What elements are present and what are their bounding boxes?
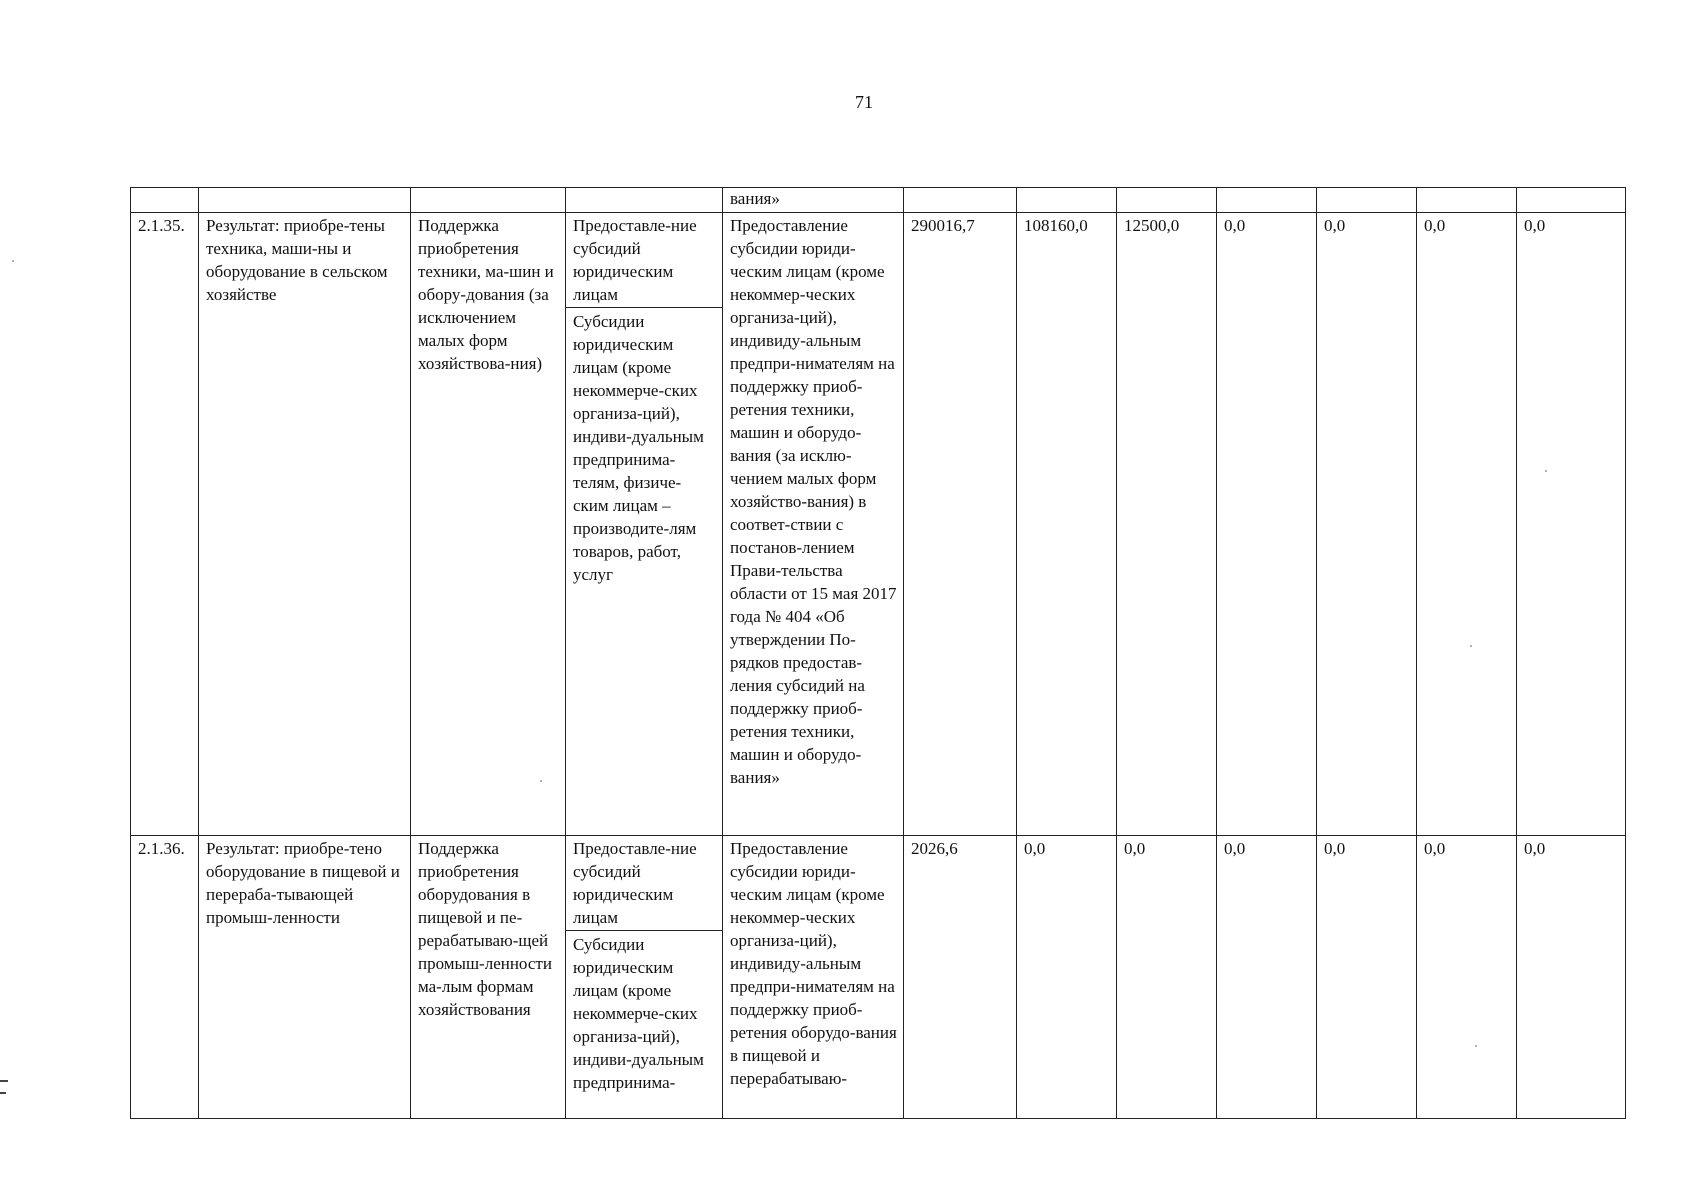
page-number: 71 [855, 92, 873, 112]
value-year-5: 0,0 [1417, 213, 1517, 836]
value-year-4: 0,0 [1317, 836, 1417, 1119]
table-row [131, 213, 1626, 836]
value-year-5: 0,0 [1417, 836, 1517, 1119]
program-table [130, 187, 1626, 1119]
cell-empty [1417, 188, 1517, 213]
direction-cell [566, 836, 723, 1119]
value-year-6: 0,0 [1517, 213, 1626, 836]
cell-empty [1017, 188, 1117, 213]
result-cell: Результат: приобре-тены техника, маши-ны и оборудование в сельском хозяйстве [199, 213, 411, 836]
scan-edge-mark [0, 1080, 8, 1082]
scan-speck [12, 260, 14, 262]
table-row [131, 836, 1626, 1119]
value-year-3: 0,0 [1217, 836, 1317, 1119]
value-year-2: 12500,0 [1117, 213, 1217, 836]
value-year-2: 0,0 [1117, 836, 1217, 1119]
measure-cell: Поддержка приобретения техники, ма-шин и обору-дования (за исключением малых форм хозяйствова-ния) [411, 213, 566, 836]
direction-subsidy-type: Субсидии юридическим лицам (кроме некоммерче-ских организа-ций), индиви-дуальным предпринима-телям, физиче-ским лицам – производите-лям товаров, работ, услуг [573, 312, 704, 584]
direction-subsidy-type: Субсидии юридическим лицам (кроме некоммерче-ских организа-ций), индиви-дуальным предпринима- [573, 935, 704, 1092]
cell-empty [1117, 188, 1217, 213]
value-year-1: 0,0 [1017, 836, 1117, 1119]
cell-empty [131, 188, 199, 213]
value-year-4: 0,0 [1317, 213, 1417, 836]
scan-speck [540, 780, 542, 782]
value-year-1: 108160,0 [1017, 213, 1117, 836]
scan-speck [1470, 645, 1472, 647]
cell-empty [1517, 188, 1626, 213]
scan-speck [1475, 1045, 1477, 1047]
description-cell: Предоставление субсидии юриди-ческим лицам (кроме некоммер-ческих организа-ций), индивиду-альным предпри-нимателям на поддержку приоб-ретения оборудо-вания в пищевой и перерабатываю- [723, 836, 904, 1119]
cell-empty [411, 188, 566, 213]
scan-speck [1545, 470, 1547, 472]
continuation-text: вания» [723, 188, 904, 213]
direction-cell [566, 213, 723, 836]
cell-empty [1317, 188, 1417, 213]
cell-empty [566, 188, 723, 213]
value-total: 2026,6 [904, 836, 1017, 1119]
description-cell: Предоставление субсидии юриди-ческим лицам (кроме некоммер-ческих организа-ций), индивиду-альным предпри-нимателям на поддержку приоб-ретения техники, машин и оборудо-вания (за исклю-чением малых форм хозяйство-вания) в соответ-ствии с постанов-лением Прави-тельства области от 15 мая 2017 года № 404 «Об утверждении По-рядков предостав-ления субсидий на поддержку приоб-ретения техники, машин и оборудо-вания» [723, 213, 904, 836]
result-cell: Результат: приобре-тено оборудование в пищевой и перераба-тывающей промыш-ленности [199, 836, 411, 1119]
measure-cell: Поддержка приобретения оборудования в пищевой и пе-рерабатываю-щей промыш-ленности ма-лым формам хозяйствования [411, 836, 566, 1119]
cell-empty [904, 188, 1017, 213]
continuation-row [131, 188, 1626, 213]
direction-provision: Предоставле-ние субсидий юридическим лицам [566, 837, 722, 931]
value-total: 290016,7 [904, 213, 1017, 836]
cell-empty [199, 188, 411, 213]
value-year-6: 0,0 [1517, 836, 1626, 1119]
row-number: 2.1.36. [131, 836, 199, 1119]
row-number: 2.1.35. [131, 213, 199, 836]
value-year-3: 0,0 [1217, 213, 1317, 836]
scan-edge-mark [0, 1092, 6, 1094]
direction-provision: Предоставле-ние субсидий юридическим лицам [566, 214, 722, 308]
cell-empty [1217, 188, 1317, 213]
